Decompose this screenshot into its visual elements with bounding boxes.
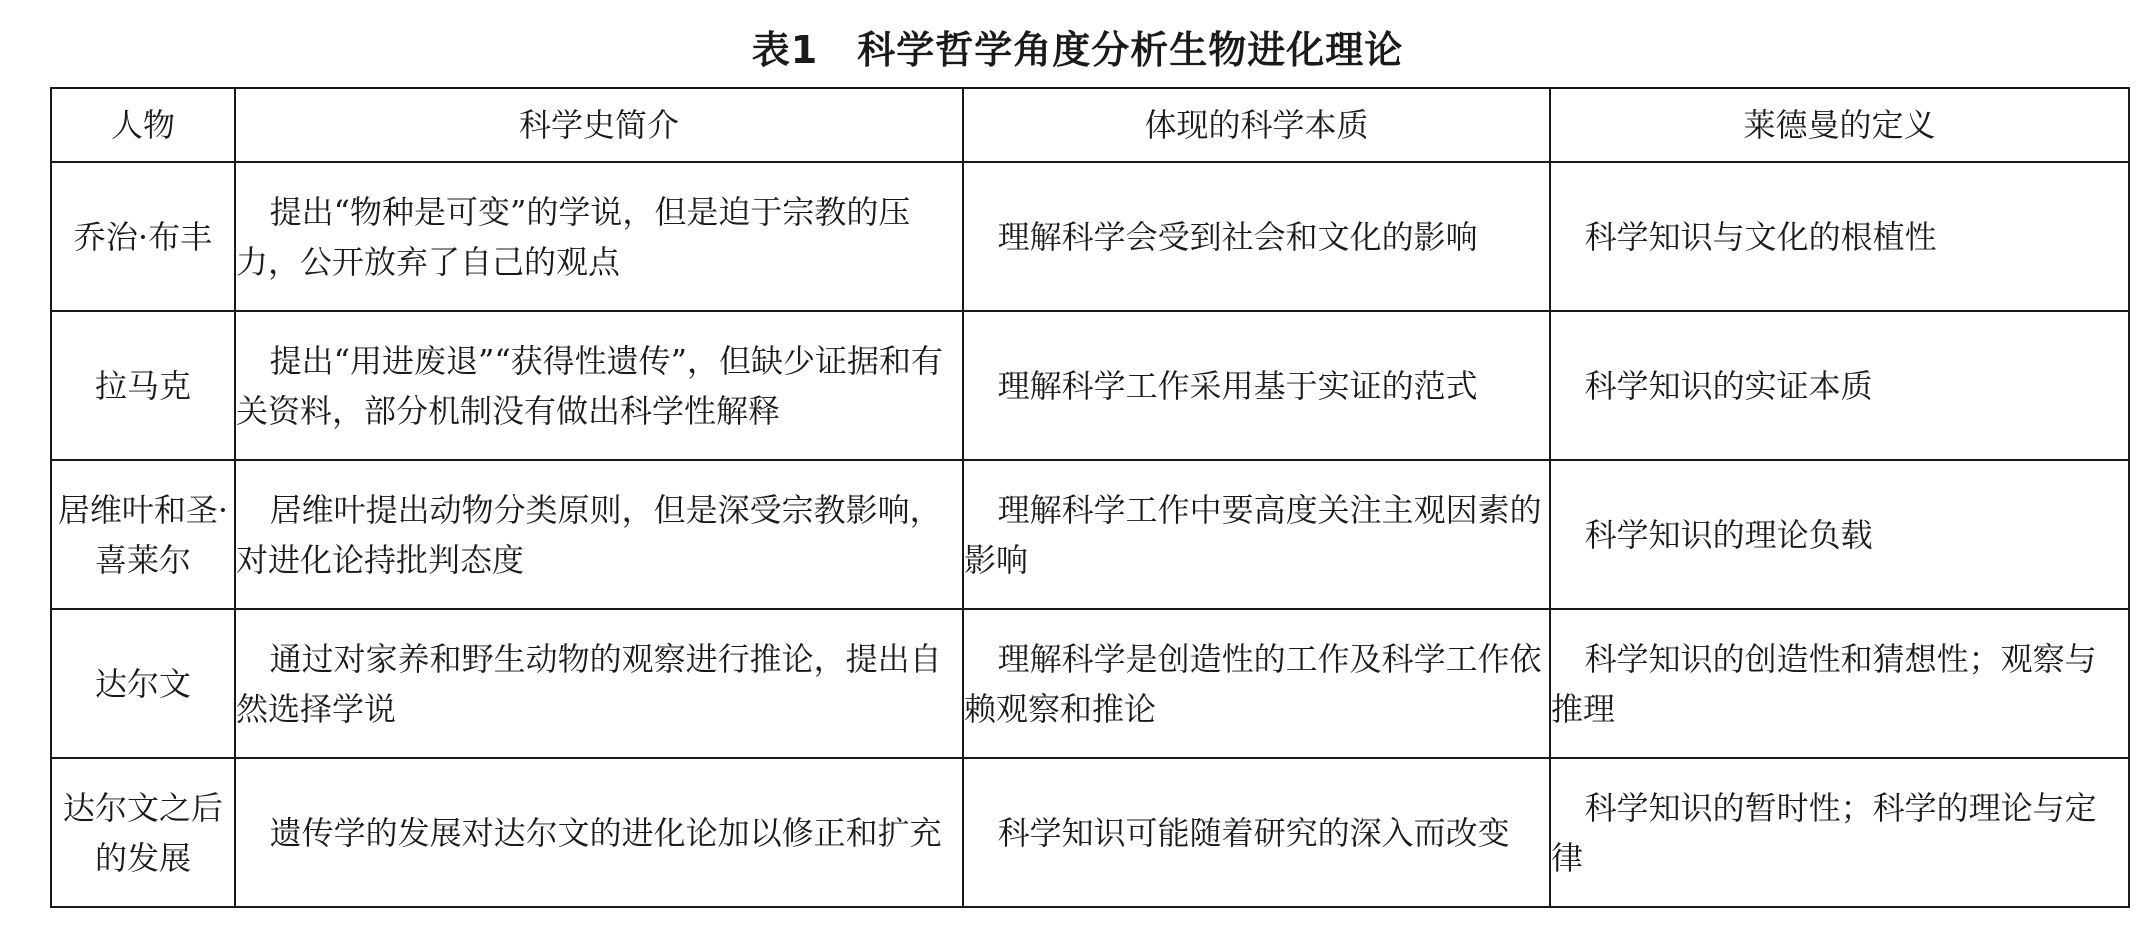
cell-definition bbox=[1550, 460, 2129, 609]
person-text: 乔治·布丰 bbox=[73, 217, 213, 256]
cell-essence bbox=[963, 162, 1550, 311]
header-definition: 莱德曼的定义 bbox=[1550, 88, 2129, 162]
cell-history bbox=[235, 311, 963, 460]
cell-history bbox=[235, 162, 963, 311]
header-person: 人物 bbox=[51, 88, 235, 162]
table-row bbox=[51, 609, 2129, 758]
essence-text: 理解科学是创造性的工作及科学工作依赖观察和推论 bbox=[964, 639, 1542, 728]
definition-text: 科学知识的创造性和猜想性；观察与推理 bbox=[1551, 639, 2097, 728]
person-text: 居维叶和圣·喜莱尔 bbox=[57, 490, 229, 579]
cell-person bbox=[51, 460, 235, 609]
cell-definition bbox=[1550, 609, 2129, 758]
cell-history bbox=[235, 758, 963, 907]
table-row bbox=[51, 162, 2129, 311]
cell-definition bbox=[1550, 758, 2129, 907]
history-text: 遗传学的发展对达尔文的进化论加以修正和扩充 bbox=[269, 813, 942, 852]
definition-text: 科学知识的理论负载 bbox=[1584, 515, 1873, 554]
definition-text: 科学知识与文化的根植性 bbox=[1584, 217, 1937, 256]
definition-text: 科学知识的实证本质 bbox=[1584, 366, 1873, 405]
person-text: 达尔文 bbox=[94, 664, 191, 703]
cell-definition bbox=[1550, 311, 2129, 460]
cell-definition bbox=[1550, 162, 2129, 311]
cell-person bbox=[51, 311, 235, 460]
history-text: 居维叶提出动物分类原则，但是深受宗教影响，对进化论持批判态度 bbox=[236, 490, 942, 579]
header-essence: 体现的科学本质 bbox=[963, 88, 1550, 162]
table-row bbox=[51, 311, 2129, 460]
evolution-theory-table bbox=[50, 87, 2130, 908]
essence-text: 理解科学会受到社会和文化的影响 bbox=[997, 217, 1478, 256]
definition-text: 科学知识的暂时性；科学的理论与定律 bbox=[1551, 788, 2097, 877]
cell-essence bbox=[963, 758, 1550, 907]
history-text: 提出“物种是可变”的学说，但是迫于宗教的压力，公开放弃了自己的观点 bbox=[236, 192, 911, 281]
cell-person bbox=[51, 609, 235, 758]
cell-person bbox=[51, 162, 235, 311]
person-text: 达尔文之后的发展 bbox=[62, 788, 223, 877]
history-text: 提出“用进废退”“获得性遗传”，但缺少证据和有关资料，部分机制没有做出科学性解释 bbox=[236, 341, 944, 430]
table-header-row bbox=[51, 88, 2129, 162]
cell-history bbox=[235, 460, 963, 609]
cell-essence bbox=[963, 609, 1550, 758]
table-row bbox=[51, 460, 2129, 609]
essence-text: 科学知识可能随着研究的深入而改变 bbox=[997, 813, 1510, 852]
cell-person bbox=[51, 758, 235, 907]
table-title: 表1 科学哲学角度分析生物进化理论 bbox=[751, 28, 1404, 72]
header-history: 科学史简介 bbox=[235, 88, 963, 162]
cell-essence bbox=[963, 460, 1550, 609]
cell-history bbox=[235, 609, 963, 758]
essence-text: 理解科学工作中要高度关注主观因素的影响 bbox=[964, 490, 1542, 579]
person-text: 拉马克 bbox=[94, 366, 191, 405]
table-row bbox=[51, 758, 2129, 907]
history-text: 通过对家养和野生动物的观察进行推论，提出自然选择学说 bbox=[236, 639, 942, 728]
essence-text: 理解科学工作采用基于实证的范式 bbox=[997, 366, 1478, 405]
cell-essence bbox=[963, 311, 1550, 460]
